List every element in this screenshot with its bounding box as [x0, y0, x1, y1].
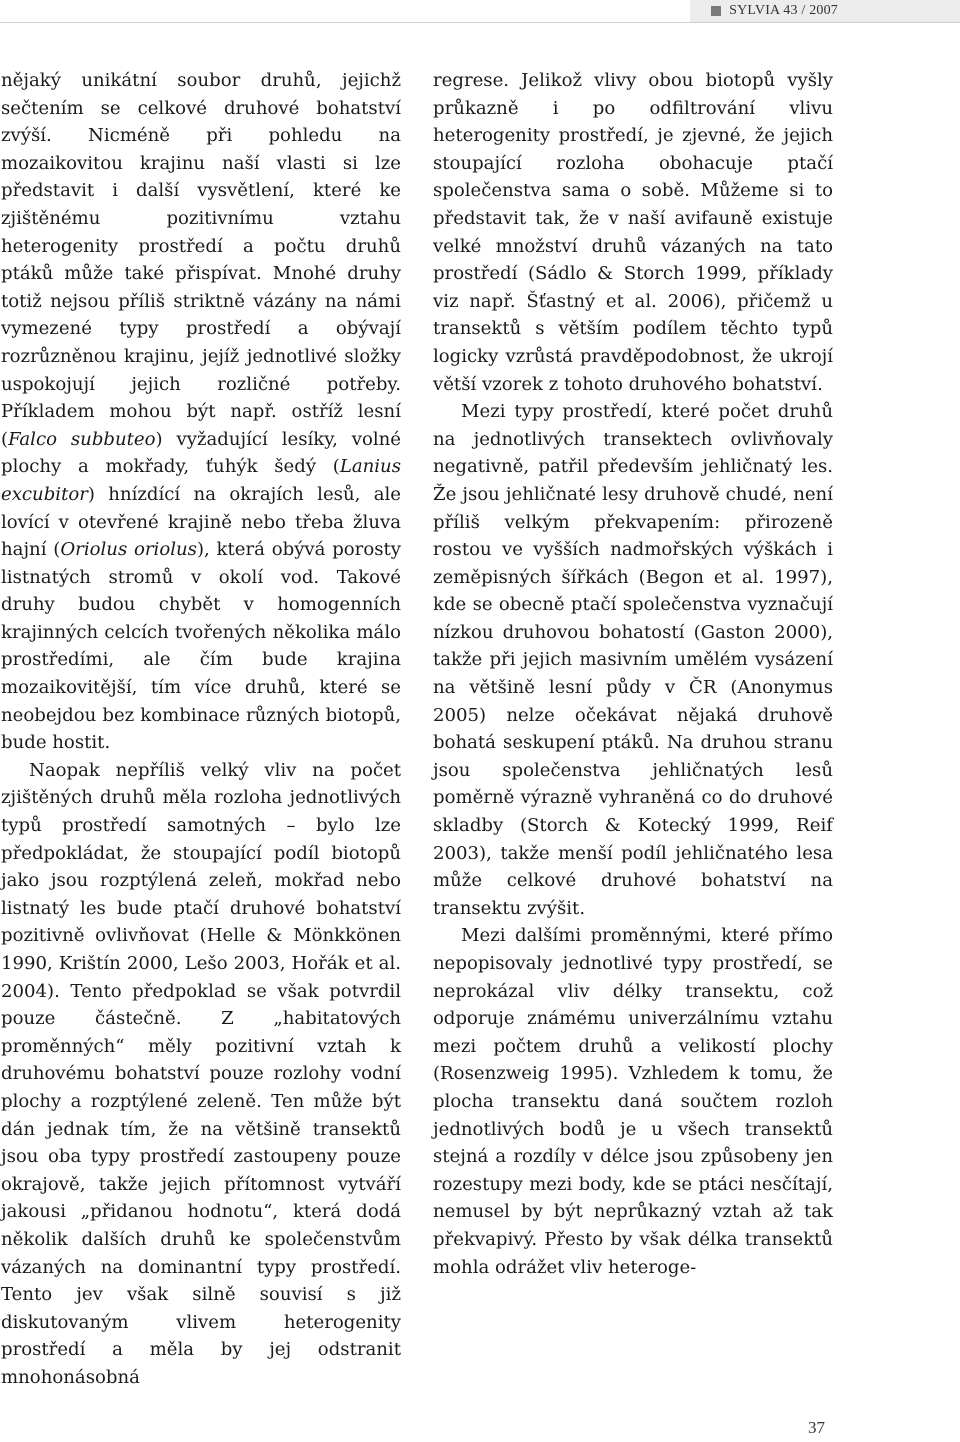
paragraph	[1, 67, 401, 757]
species-name: Oriolus oriolus	[60, 539, 197, 561]
left-column	[1, 67, 401, 1392]
text-run: ) vyžadující lesíky, volné plochy a mokřady, ťuhýk šedý (	[1, 428, 401, 478]
right-column	[433, 67, 833, 1281]
species-name: Falco subbuteo	[8, 428, 156, 450]
text-run: Mezi typy prostředí, které počet druhů na jednotlivých transektech ovlivňovaly negativně, patřil především jehličnatý les. Že jsou jehličnaté lesy druhově chudé, není příliš velkým překvapením: přirozeně rostou ve vyšších nadmořských výškách i zeměpisných šířkách (Begon et al. 1997), kde se obecně ptačí společenstva vyznačují nízkou druhovou bohatostí (Gaston 2000), takže při jejich masivním umělém vysázení na většině lesní půdy v ČR (Anonymus 2005) nelze očekávat nějaká druhově bohatá seskupení ptáků. Na druhou stranu jsou společenstva jehličnatých lesů poměrně výrazně vyhraněná co do druhové skladby (Storch & Kotecký 1999, Reif 2003), takže menší podíl jehličnatého lesa může celkové druhové bohatství na transektu zvýšit.	[433, 401, 833, 919]
journal-title: SYLVIA 43 / 2007	[729, 3, 838, 18]
paragraph	[433, 922, 833, 1281]
text-run: ) hnízdící na okrajích lesů, ale lovící v otevřené krajině nebo třeba žluva hajní (	[1, 483, 401, 561]
species-name: Lanius excubitor	[1, 456, 401, 505]
text-run: ), která obývá porosty listnatých stromů v okolí vod. Takové druhy budou chybět v homogenních krajinných celcích tvořených několika málo prostředími, ale čím bude krajina mozaikovitější, tím více druhů, které se neobejdou bez kombinace různých biotopů, bude hostit.	[1, 539, 402, 754]
page-number: 37	[808, 1418, 825, 1437]
running-header	[690, 0, 960, 22]
header-square-marker	[711, 6, 721, 16]
text-run: regrese. Jelikož vlivy obou biotopů vyšly průkazně i po odfiltrování vlivu heterogenity prostředí, je zjevné, že jejich stoupající rozloha obohacuje ptačí společenstva sama o sobě. Můžeme si to představit tak, že v naší avifauně existuje velké množství druhů vázaných na tato prostředí (Sádlo & Storch 1999, příklady viz např. Šťastný et al. 2006), přičemž u transektů s větším podílem těchto typů logicky vzrůstá pravděpodobnost, že ukrojí větší vzorek z tohoto druhového bohatství.	[433, 70, 833, 395]
paragraph	[433, 398, 833, 922]
text-run: Mezi dalšími proměnnými, které přímo nepopisovaly jednotlivé typy prostředí, se neprokázal vliv délky transektu, což odporuje známému univerzálnímu vztahu mezi počtem druhů a velikostí plochy (Rosenzweig 1995). Vzhledem k tomu, že plocha transektu daná součtem rozloh jednotlivých bodů je u všech transektů stejná a rozdíly v délce jsou způsobeny jen rozestupy mezi body, kde se ptáci nesčítají, nemusel by být neprůkazný vztah až tak překvapivý. Přesto by však délka transektů mohla odrážet vliv heteroge-	[433, 925, 833, 1278]
text-run: Naopak nepříliš velký vliv na počet zjištěných druhů měla rozloha jednotlivých typů prostředí samotných – bylo lze předpokládat, že stoupající podíl biotopů jako jsou rozptýlená zeleň, mokřad nebo listnatý les bude ptačí druhové bohatství pozitivně ovlivňovat (Helle & Mönkkönen 1990, Krištín 2000, Lešo 2003, Hořák et al. 2004). Tento předpoklad se však potvrdil pouze částečně. Z „habitatových proměnných“ měly pozitivní vztah k druhovému bohatství pouze rozlohy vodní plochy a rozptýlené zeleně. Ten může být dán jednak tím, že na většině transektů jsou oba typy prostředí zastoupeny pouze okrajově, takže jejich přítomnost vytváří jakousi „přidanou hodnotu“, která dodá několik dalších druhů ke společenstvům vázaných na dominantní typy prostředí. Tento jev však silně souvisí s již diskutovaným vlivem heterogenity prostředí a měla by jej odstranit mnohonásobná	[1, 759, 401, 1388]
text-run: nějaký unikátní soubor druhů, jejichž sečtením se celkové druhové bohatství zvýší. Nicméně při pohledu na mozaikovitou krajinu naší vlasti si lze představit i další vysvětlení, které ke zjištěnému pozitivnímu vztahu heterogenity prostředí a počtu druhů ptáků může také přispívat. Mnohé druhy totiž nejsou příliš striktně vázány na námi vymezené typy prostředí a obývají rozrůzněnou krajinu, jejíž jednotlivé složky uspokojují jejich rozličné potřeby. Příkladem mohou být např. ostříž lesní (	[1, 70, 401, 450]
paragraph	[1, 757, 401, 1392]
paragraph	[433, 67, 833, 398]
header-rule	[0, 22, 960, 23]
